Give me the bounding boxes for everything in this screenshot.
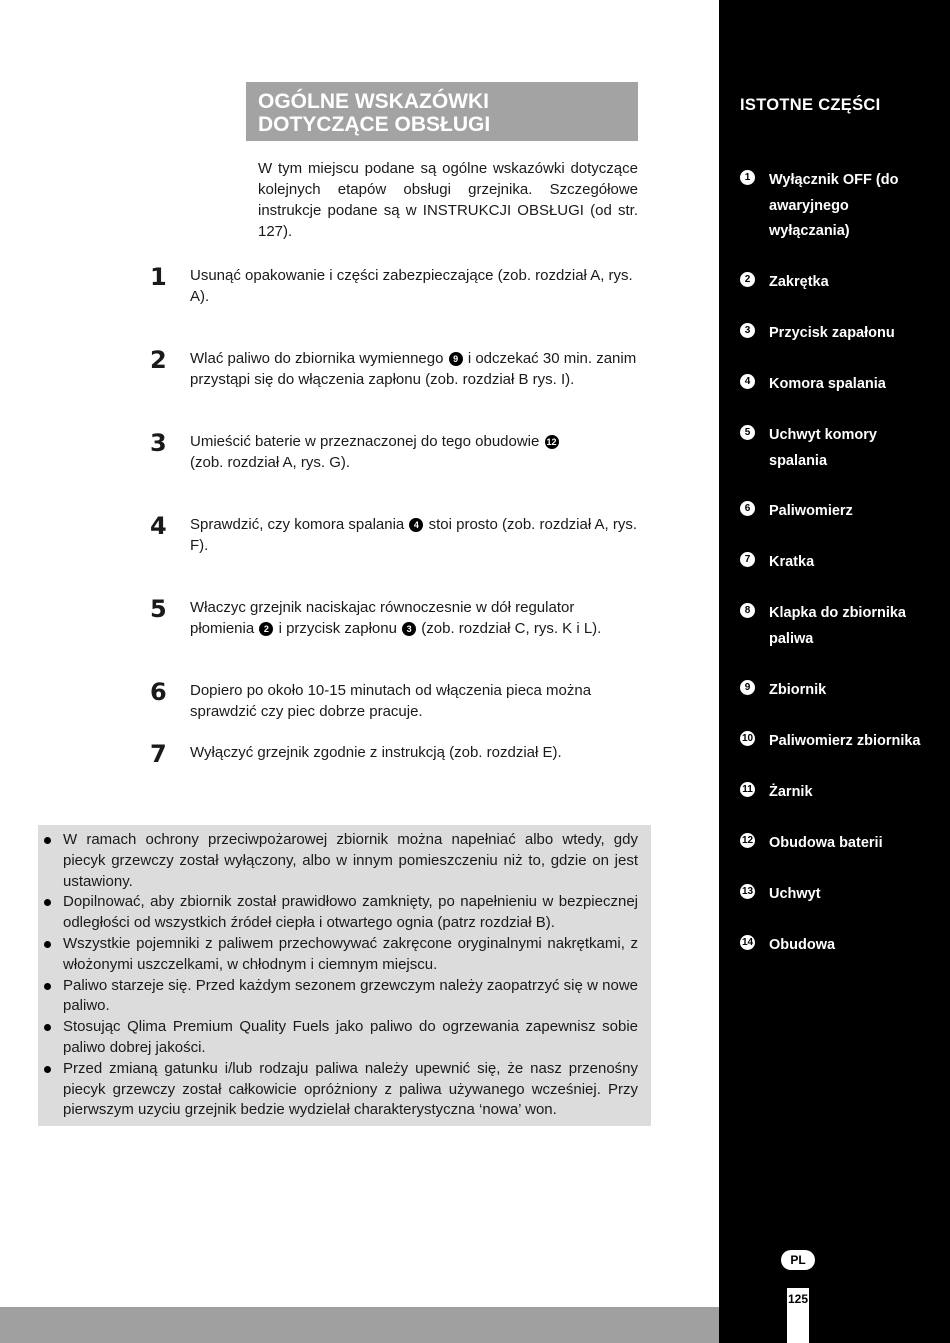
step-text-part: i przycisk zapłonu	[278, 620, 397, 637]
part-number-badge: 13	[741, 886, 754, 897]
note-item	[63, 830, 638, 892]
step-text: Wyłączyć grzejnik zgodnie z instrukcją (zob. rozdział E).	[190, 744, 562, 761]
note-text: Stosując Qlima Premium Quality Fuels jako paliwo do ogrzewania zapewnisz sobie paliwo dobrej jakości.	[63, 1018, 638, 1056]
step-number: 3	[150, 429, 167, 457]
note-text: Dopilnować, aby zbiornik został prawidłowo zamknięty, po napełnieniu w bezpiecznej odległości od wszystkich źródeł ciepła i otwartego ognia (patrz rozdział B).	[63, 893, 638, 932]
step-number: 7	[150, 740, 167, 768]
part-label: Obudowa baterii	[769, 835, 883, 851]
sidebar-title: ISTOTNE CZĘŚCI	[740, 96, 881, 114]
part-label: Paliwomierz zbiornika	[769, 733, 921, 749]
note-item	[63, 976, 638, 1018]
part-label: Uchwyt	[769, 886, 821, 902]
part-label: Klapka do zbiornika paliwa	[769, 605, 906, 647]
part-number-badge: 7	[740, 552, 755, 567]
step-text: Dopiero po około 10-15 minutach od włączenia pieca można sprawdzić czy piec dobrze pracuje.	[190, 682, 592, 720]
step-number: 6	[150, 678, 167, 706]
step-text-part: stoi prosto (zob. rozdział A, rys. F).	[190, 516, 638, 554]
part-label: Kratka	[769, 554, 815, 570]
bullet-icon	[44, 983, 51, 990]
language-badge: PL	[781, 1250, 815, 1270]
note-text: Paliwo starzeje się. Przed każdym sezonem grzewczym należy zaopatrzyć się w nowe paliwo.	[63, 976, 638, 1015]
note-item	[63, 934, 638, 976]
part-label: Komora spalania	[769, 376, 886, 392]
bullet-icon	[44, 1024, 51, 1031]
part-number-badge: 6	[740, 501, 755, 516]
bullet-icon	[44, 899, 51, 906]
step-number: 1	[150, 263, 167, 291]
parts-sidebar	[719, 0, 950, 1343]
part-label: Przycisk zapałonu	[769, 325, 895, 341]
bullet-icon	[44, 1066, 51, 1073]
note-item	[63, 892, 638, 934]
step-text	[190, 597, 620, 639]
part-number-badge: 8	[740, 603, 755, 618]
heading-line-2: DOTYCZĄCE OBSŁUGI	[258, 113, 491, 136]
bullet-icon	[44, 941, 51, 948]
note-text: Wszystkie pojemniki z paliwem przechowywać zakręcone oryginalnymi nakrętkami, z włożonymi uszczelkami, w chłodnym i ciemnym miejscu.	[63, 934, 638, 973]
part-number-badge: 10	[741, 733, 754, 744]
part-number-badge: 5	[740, 425, 755, 440]
intro-paragraph: W tym miejscu podane są ogólne wskazówki dotyczące kolejnych etapów obsługi grzejnika. Szczegółowe instrukcje podane są w INSTRUKCJI OBSŁUGI (od str. 127).	[258, 160, 638, 240]
part-number-badge: 4	[740, 374, 755, 389]
step-text: Usunąć opakowanie i części zabezpieczające (zob. rozdział A, rys. A).	[190, 267, 633, 305]
page-number: 125	[787, 1292, 809, 1306]
part-label: Zakrętka	[769, 274, 829, 290]
part-number-badge: 1	[740, 170, 755, 185]
section-heading-box	[246, 82, 638, 141]
step-text-part: (zob. rozdział A, rys. G).	[190, 454, 351, 471]
footer-bar	[0, 1307, 719, 1343]
part-reference-badge: 4	[409, 518, 423, 532]
part-reference-badge: 2	[259, 622, 273, 636]
step-text	[190, 348, 640, 390]
note-item	[63, 1017, 638, 1059]
step-text	[190, 431, 640, 473]
part-label: Wyłącznik OFF (do awaryjnego wyłączania)	[769, 172, 899, 239]
part-number-badge: 14	[741, 937, 754, 948]
note-text: W ramach ochrony przeciwpożarowej zbiornik można napełniać albo wtedy, gdy piecyk grzewczy został wyłączony, albo w innym pomieszczeniu niż to, gdzie on jest ustawiony.	[63, 831, 638, 890]
part-number-badge: 9	[740, 680, 755, 695]
step-number: 2	[150, 346, 167, 374]
part-label: Obudowa	[769, 937, 836, 953]
safety-notes-box	[38, 825, 651, 1126]
part-label: Uchwyt komory spalania	[769, 427, 877, 469]
part-reference-badge: 9	[449, 352, 463, 366]
step-text-part: (zob. rozdział C, rys. K i L).	[421, 620, 602, 637]
step-text	[190, 514, 640, 556]
part-number-badge: 12	[741, 835, 754, 846]
safety-notes-list	[38, 825, 651, 1121]
step-text-part: Umieścić baterie w przeznaczonej do tego obudowie	[190, 433, 540, 450]
note-text: Przed zmianą gatunku i/lub rodzaju paliwa należy upewnić się, że nasz przenośny piecyk grzewczy został całkowicie opróżniony z paliwa używanego wcześniej. Przy pierwszym uzyciu grzejnik bedzie wydzielał charakterystyczna ‘nowa’ won.	[63, 1059, 638, 1119]
part-reference-badge: 12	[546, 437, 557, 447]
step-text-part: Sprawdzić, czy komora spalania	[190, 516, 405, 533]
step-text-part: i odczekać 30 min. zanim przystąpi się do włączenia zapłonu (zob. rozdział B rys. I).	[190, 350, 637, 388]
part-label: Żarnik	[769, 784, 813, 800]
section-heading	[258, 90, 490, 136]
step-text-part: Właczyc grzejnik naciskajac równoczesnie w dół regulator płomienia	[190, 599, 575, 637]
part-reference-badge: 3	[402, 622, 416, 636]
part-number-badge: 11	[740, 782, 755, 797]
bullet-icon	[44, 837, 51, 844]
part-label: Zbiornik	[769, 682, 827, 698]
part-number-badge: 2	[740, 272, 755, 287]
step-number: 4	[150, 512, 167, 540]
part-label: Paliwomierz	[769, 503, 853, 519]
part-number-badge: 3	[740, 323, 755, 338]
heading-line-1: OGÓLNE WSKAZÓWKI	[258, 90, 489, 113]
step-text-part: Wlać paliwo do zbiornika wymiennego	[190, 350, 444, 367]
note-item	[63, 1059, 638, 1121]
step-number: 5	[150, 595, 167, 623]
